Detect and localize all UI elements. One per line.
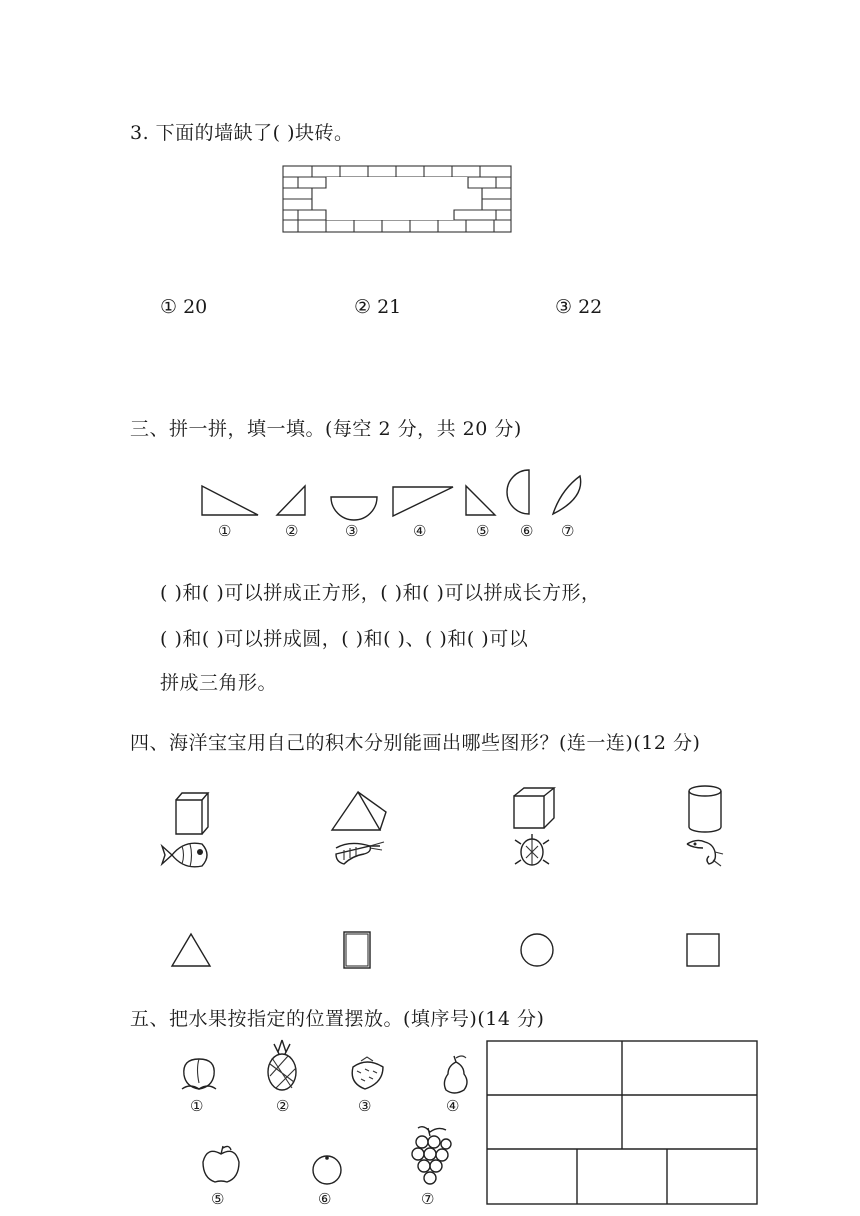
block-cuboid-icon[interactable] <box>170 790 212 836</box>
grape-icon <box>406 1124 454 1188</box>
turtle-icon[interactable] <box>512 832 552 872</box>
section3-line-1: ( )和( )可以拼成正方形，( )和( )可以拼成长方形， <box>160 582 601 604</box>
right-triangle-5-icon <box>466 486 495 515</box>
shape-label-3: ③ <box>345 522 359 540</box>
grid-cell-bottom-right[interactable] <box>668 1150 756 1202</box>
block-cube-icon[interactable] <box>512 786 556 830</box>
apple-icon <box>199 1142 243 1186</box>
shape-label-4: ④ <box>413 522 427 540</box>
pear-icon <box>438 1052 472 1096</box>
grid-cell-bottom-middle[interactable] <box>578 1150 666 1202</box>
fruit-label-5: ⑤ <box>211 1190 225 1208</box>
grid-cell-top-left[interactable] <box>488 1042 621 1094</box>
section3-line-3: 拼成三角形。 <box>160 672 278 694</box>
right-triangle-2-icon <box>277 486 305 515</box>
fruit-label-2: ② <box>276 1097 290 1115</box>
q3-option-2[interactable]: ② 21 <box>354 296 402 318</box>
square-icon[interactable] <box>685 932 721 968</box>
fruit-label-1: ① <box>190 1097 204 1115</box>
block-cylinder-icon[interactable] <box>687 784 723 834</box>
section5-title: 五、把水果按指定的位置摆放。(填序号)(14 分) <box>130 1008 545 1030</box>
fruit-label-7: ⑦ <box>421 1190 435 1208</box>
shape-label-1: ① <box>218 522 232 540</box>
triangle-icon[interactable] <box>170 932 212 968</box>
grid-cell-middle-right[interactable] <box>623 1096 756 1148</box>
q3-option-3[interactable]: ③ 22 <box>555 296 603 318</box>
section4-title: 四、海洋宝宝用自己的积木分别能画出哪些图形？(连一连)(12 分) <box>130 732 701 754</box>
grid-cell-middle-left[interactable] <box>488 1096 621 1148</box>
section3-line-2: ( )和( )可以拼成圆，( )和( )、( )和( )可以 <box>160 628 529 650</box>
right-triangle-4-icon <box>393 487 453 516</box>
orange-icon <box>310 1152 344 1186</box>
fruit-label-6: ⑥ <box>318 1190 332 1208</box>
shape-label-5: ⑤ <box>476 522 490 540</box>
fruit-label-3: ③ <box>358 1097 372 1115</box>
block-pyramid-icon[interactable] <box>330 790 388 834</box>
peach-icon <box>180 1053 218 1095</box>
q3-option-1[interactable]: ① 20 <box>160 296 208 318</box>
right-triangle-1-icon <box>202 486 258 515</box>
shape-label-6: ⑥ <box>520 522 534 540</box>
rectangle-icon[interactable] <box>342 930 372 970</box>
fish-icon[interactable] <box>160 836 212 874</box>
circle-icon[interactable] <box>519 932 555 968</box>
circle-segment-7-icon <box>553 476 581 514</box>
brick-wall-figure <box>282 165 512 233</box>
shape-label-2: ② <box>285 522 299 540</box>
section3-title: 三、拼一拼，填一填。(每空 2 分，共 20 分) <box>130 418 522 440</box>
puzzle-shapes-figure <box>195 468 595 520</box>
q3-prompt: 3. 下面的墙缺了( )块砖。 <box>130 122 354 144</box>
grid-cell-top-right[interactable] <box>623 1042 756 1094</box>
shrimp-icon[interactable] <box>330 838 384 868</box>
pineapple-icon <box>262 1038 302 1092</box>
grid-cell-bottom-left[interactable] <box>488 1150 576 1202</box>
shape-label-7: ⑦ <box>561 522 575 540</box>
strawberry-icon <box>347 1055 387 1091</box>
semicircle-6-icon <box>507 470 529 514</box>
semicircle-3-icon <box>331 497 377 520</box>
fruit-label-4: ④ <box>446 1097 460 1115</box>
seahorse-icon[interactable] <box>683 836 727 870</box>
